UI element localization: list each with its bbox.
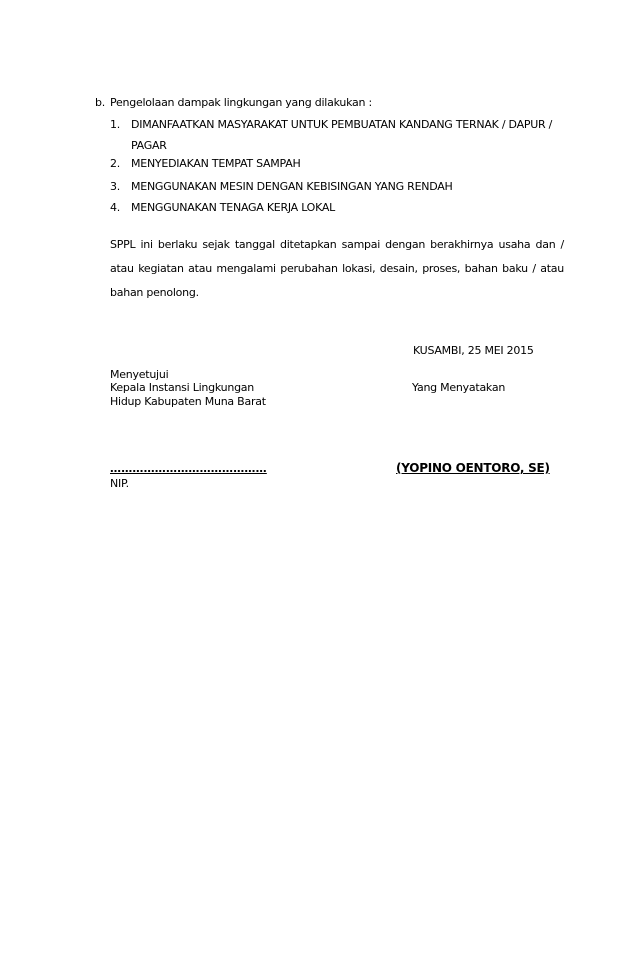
validity-paragraph: SPPL ini berlaku sejak tanggal ditetapkan sampai dengan berakhirnya usaha dan / atau kegiatan atau mengalami perubahan lokasi, desain, proses, bahan baku / atau bahan penolong. [110, 238, 564, 299]
approver-nip-label: NIP. [110, 477, 129, 490]
declarant-label: Yang Menyatakan [412, 381, 506, 394]
list-item-text-continued: PAGAR [131, 139, 167, 152]
list-item-number: 3. [110, 180, 120, 193]
approval-label: Menyetujui [110, 368, 169, 381]
list-item-number: 2. [110, 157, 120, 170]
approver-title-line1: Kepala Instansi Lingkungan [110, 381, 255, 394]
list-item-text: MENGGUNAKAN TENAGA KERJA LOKAL [131, 201, 336, 214]
list-item-text: MENYEDIAKAN TEMPAT SAMPAH [131, 157, 301, 170]
list-item-text: DIMANFAATKAN MASYARAKAT UNTUK PEMBUATAN KANDANG TERNAK / DAPUR / [131, 118, 553, 131]
declarant-name: (YOPINO OENTORO, SE) [396, 461, 550, 475]
place-date: KUSAMBI, 25 MEI 2015 [413, 344, 534, 357]
list-item-number: 1. [110, 118, 120, 131]
section-b-marker: b. [95, 96, 105, 109]
section-b-heading: Pengelolaan dampak lingkungan yang dilakukan : [110, 96, 372, 109]
list-item-text: MENGGUNAKAN MESIN DENGAN KEBISINGAN YANG RENDAH [131, 180, 453, 193]
approver-signature-dots: …………………………………… [110, 462, 267, 475]
list-item-number: 4. [110, 201, 120, 214]
approver-title-line2: Hidup Kabupaten Muna Barat [110, 395, 266, 408]
